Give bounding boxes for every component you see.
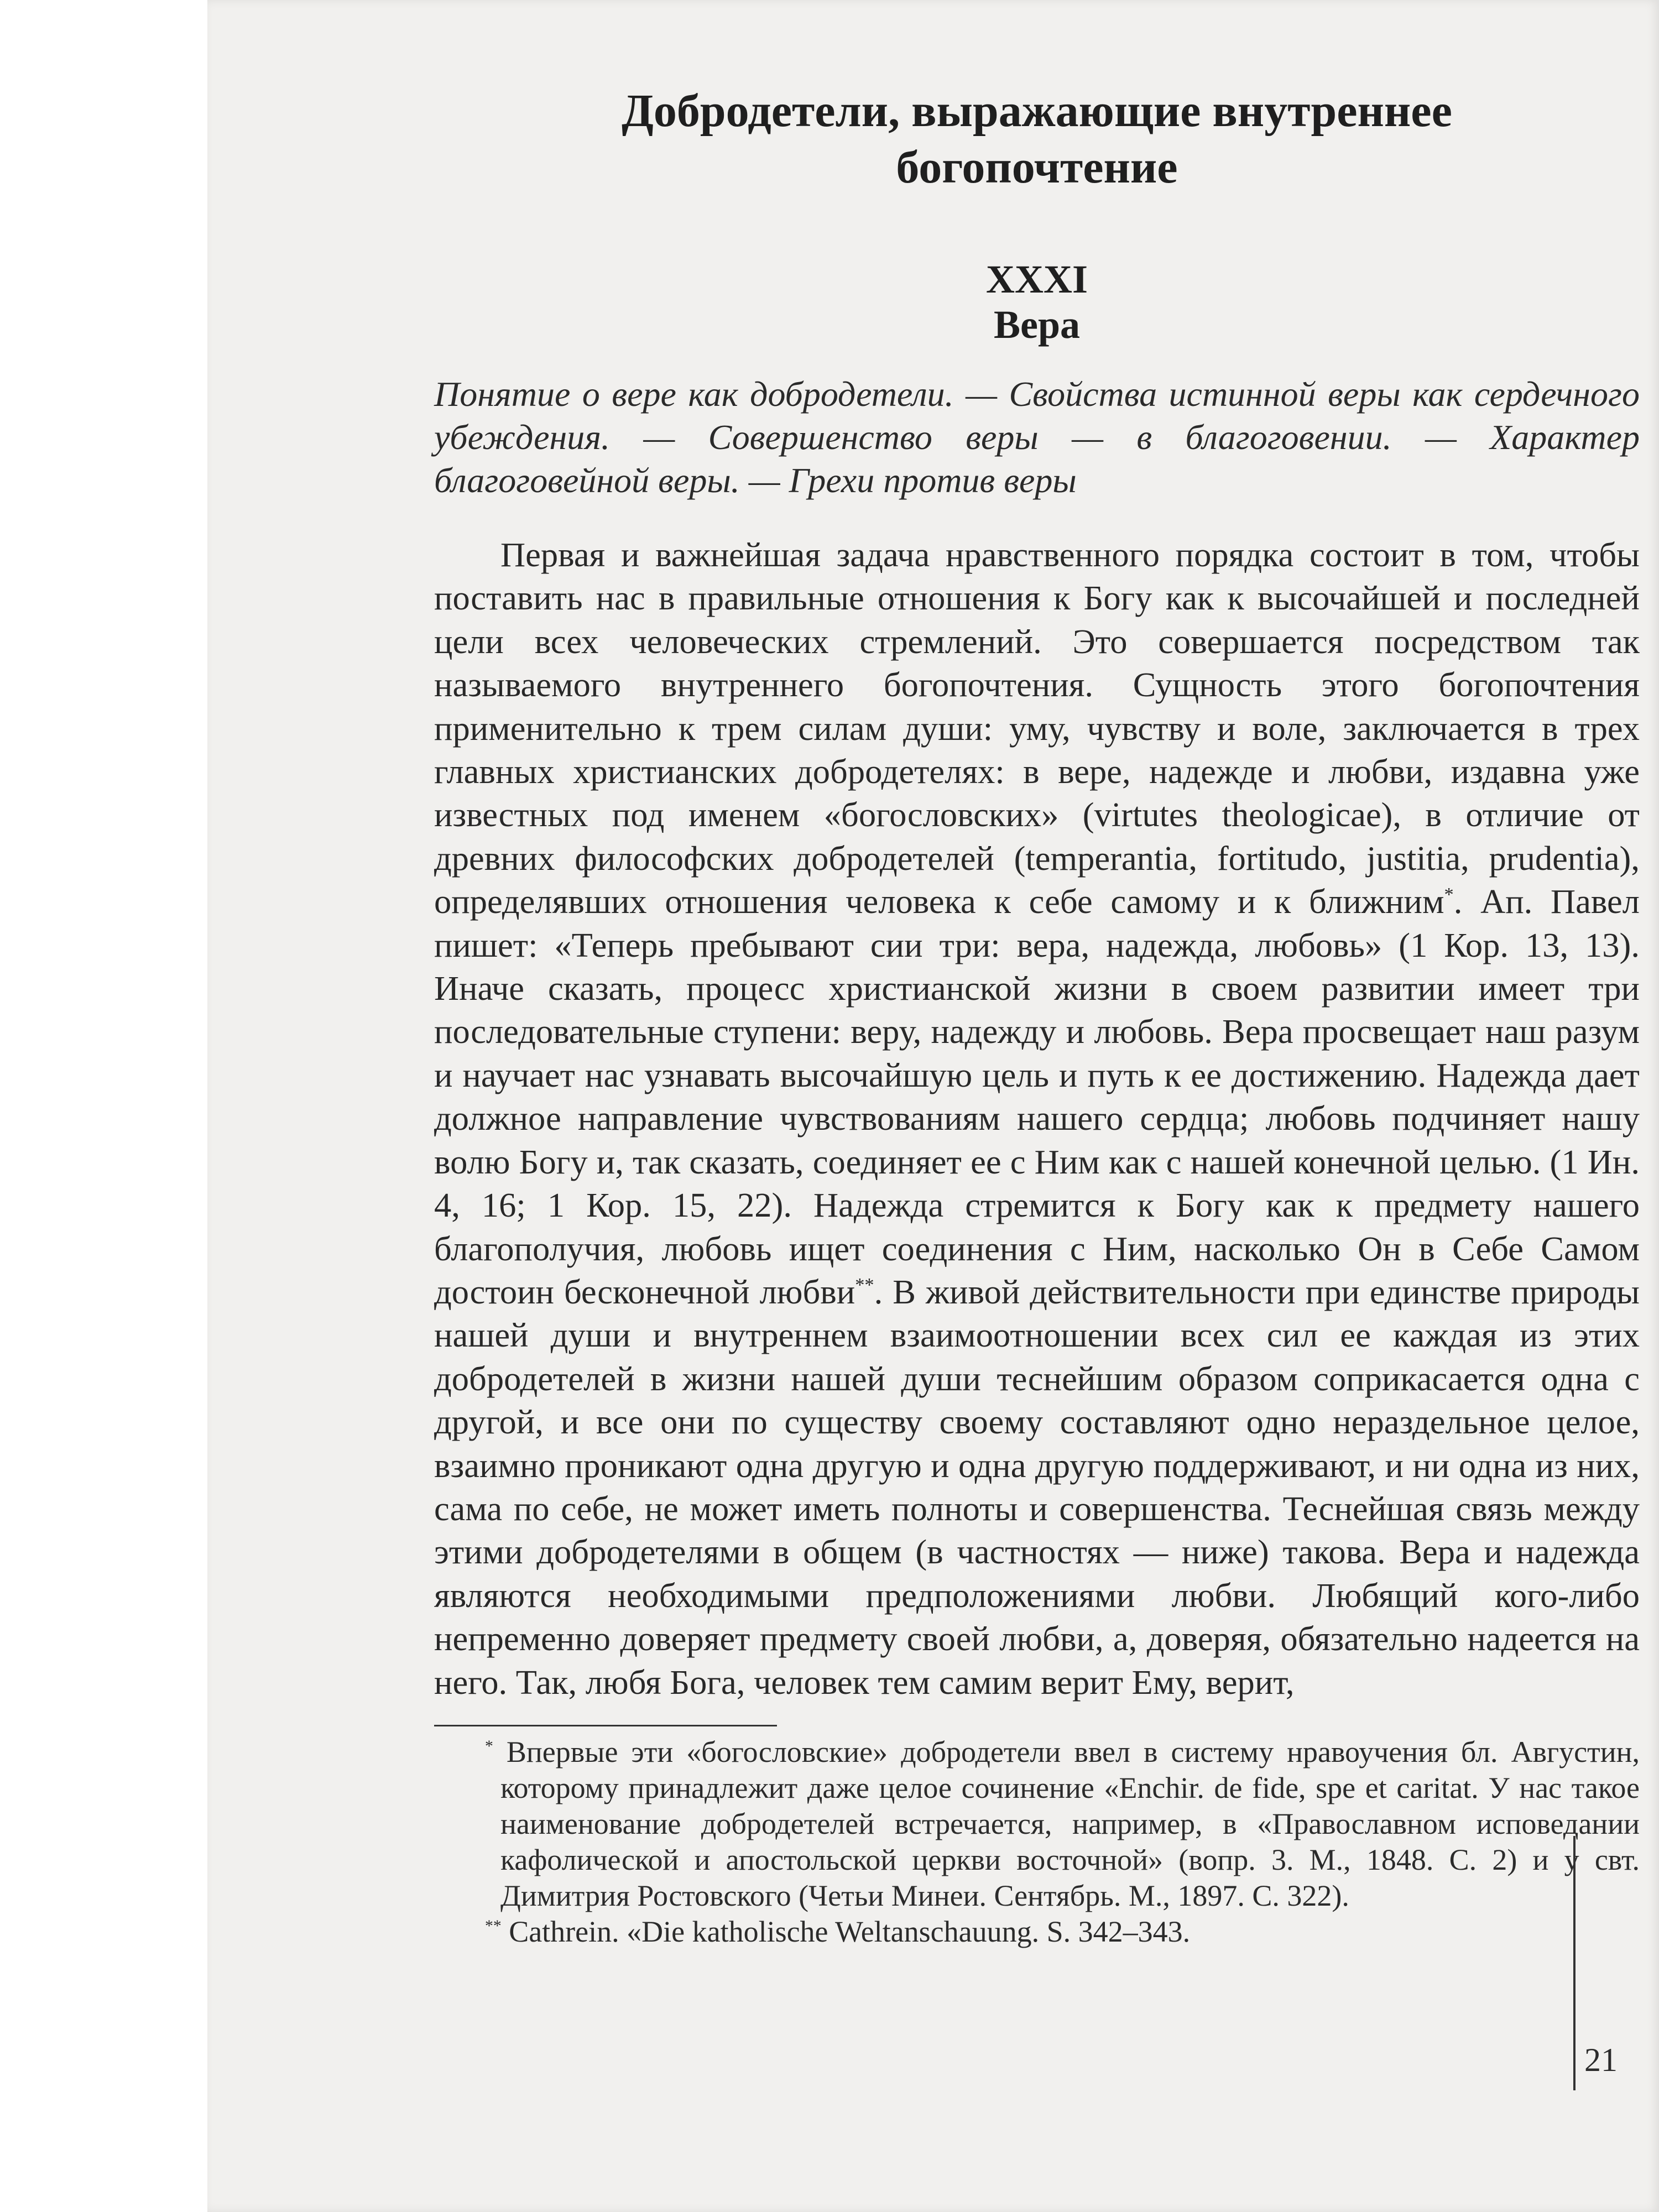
section-heading-line1: Добродетели, выражающие внутреннее bbox=[622, 85, 1452, 137]
footnote-2 bbox=[434, 1914, 1640, 1950]
body-text-part1: Первая и важнейшая задача нравственного порядка состоит в том, чтобы поставить нас в правильные отношения к Богу как к высочайшей и последней цели всех человеческих стремлений. Это совершается посредством так называемого внутреннего богопочтения. Сущность этого богопочтения применительно к трем силам души: уму, чувству и воле, заключается в трех главных христианских добродетелях: в вере, надежде и любви, издавна уже известных под именем «богословских» (virtutes theologicae), в отличие от древних философских добродетелей (temperantia, fortitudo, justitia, prudentia), определявших отношения человека к себе самому и к ближним bbox=[434, 535, 1640, 921]
section-heading bbox=[434, 83, 1640, 196]
chapter-summary: Понятие о вере как добродетели. — Свойства истинной веры как сердечного убеждения. — Совершенство веры — в благоговении. — Характер благоговейной веры. — Грехи против веры bbox=[434, 374, 1640, 500]
footnote-ref-1: * bbox=[1444, 884, 1454, 906]
page-number-rule bbox=[1573, 1836, 1575, 2090]
text-column bbox=[434, 83, 1640, 1950]
footnote-2-mark: ** bbox=[485, 1917, 502, 1935]
section-heading-line2: богопочтение bbox=[896, 142, 1178, 193]
footnote-ref-2: ** bbox=[855, 1275, 874, 1296]
page-number: 21 bbox=[1584, 2042, 1618, 2078]
body-text-part3: . В живой действительности при единстве природы нашей души и внутреннем взаимоотношении всех сил ее каждая из этих добродетелей в жизни нашей души теснейшим образом соприкасается одна с другой, и все они по существу своему составляют одно нераздельное целое, взаимно проникают одна другую и одна другую поддерживают, и ни одна из них, сама по себе, не может иметь полноты и совершенства. Теснейшая связь между этими добродетелями в общем (в частностях — ниже) такова. Вера и надежда являются необходимыми предположениями любви. Любящий кого-либо непременно доверяет предмету своей любви, а, доверяя, обязательно надеется на него. Так, любя Бога, человек тем самим верит Ему, верит, bbox=[434, 1272, 1640, 1702]
footnote-1-text: Впервые эти «богословские» добродетели ввел в систему нравоучения бл. Августин, которому принадлежит даже целое сочинение «Enchir. de fide, spe et caritat. У нас такое наименование добродетелей встречается, например, в «Православном исповедании кафолической и апостольской церкви восточной» (вопр. 3. М., 1848. С. 2) и у свт. Димитрия Ростовского (Четьи Минеи. Сентябрь. М., 1897. С. 322). bbox=[493, 1735, 1640, 1912]
footnote-2-text: Cathrein. «Die katholische Weltanschauung. S. 342–343. bbox=[501, 1914, 1191, 1948]
footnote-divider bbox=[434, 1725, 777, 1726]
chapter-title: Вера bbox=[993, 302, 1081, 347]
body-text-part2: . Ап. Павел пишет: «Теперь пребывают сии три: вера, надежда, любовь» (1 Кор. 13, 13). Иначе сказать, процесс христианской жизни в своем развитии имеет три последовательные ступени: веру, надежду и любовь. Вера просвещает наш разум и научает нас узнавать высочайшую цель и путь к ее достижению. Надежда дает должное направление чувствованиям нашего сердца; любовь подчиняет нашу волю Богу и, так сказать, соединяет ее с Ним как с нашей конечной целью. (1 Ин. 4, 16; 1 Кор. 15, 22). Надежда стремится к Богу как к предмету нашего благополучия, любовь ищет соединения с Ним, насколько Он в Себе Самом достоин бесконечной любви bbox=[434, 882, 1640, 1311]
footnote-1 bbox=[434, 1734, 1640, 1914]
body-paragraph bbox=[434, 533, 1640, 1704]
chapter-number: XXXI bbox=[985, 257, 1088, 301]
footnote-1-mark: * bbox=[485, 1737, 493, 1755]
book-page bbox=[207, 0, 1659, 2212]
